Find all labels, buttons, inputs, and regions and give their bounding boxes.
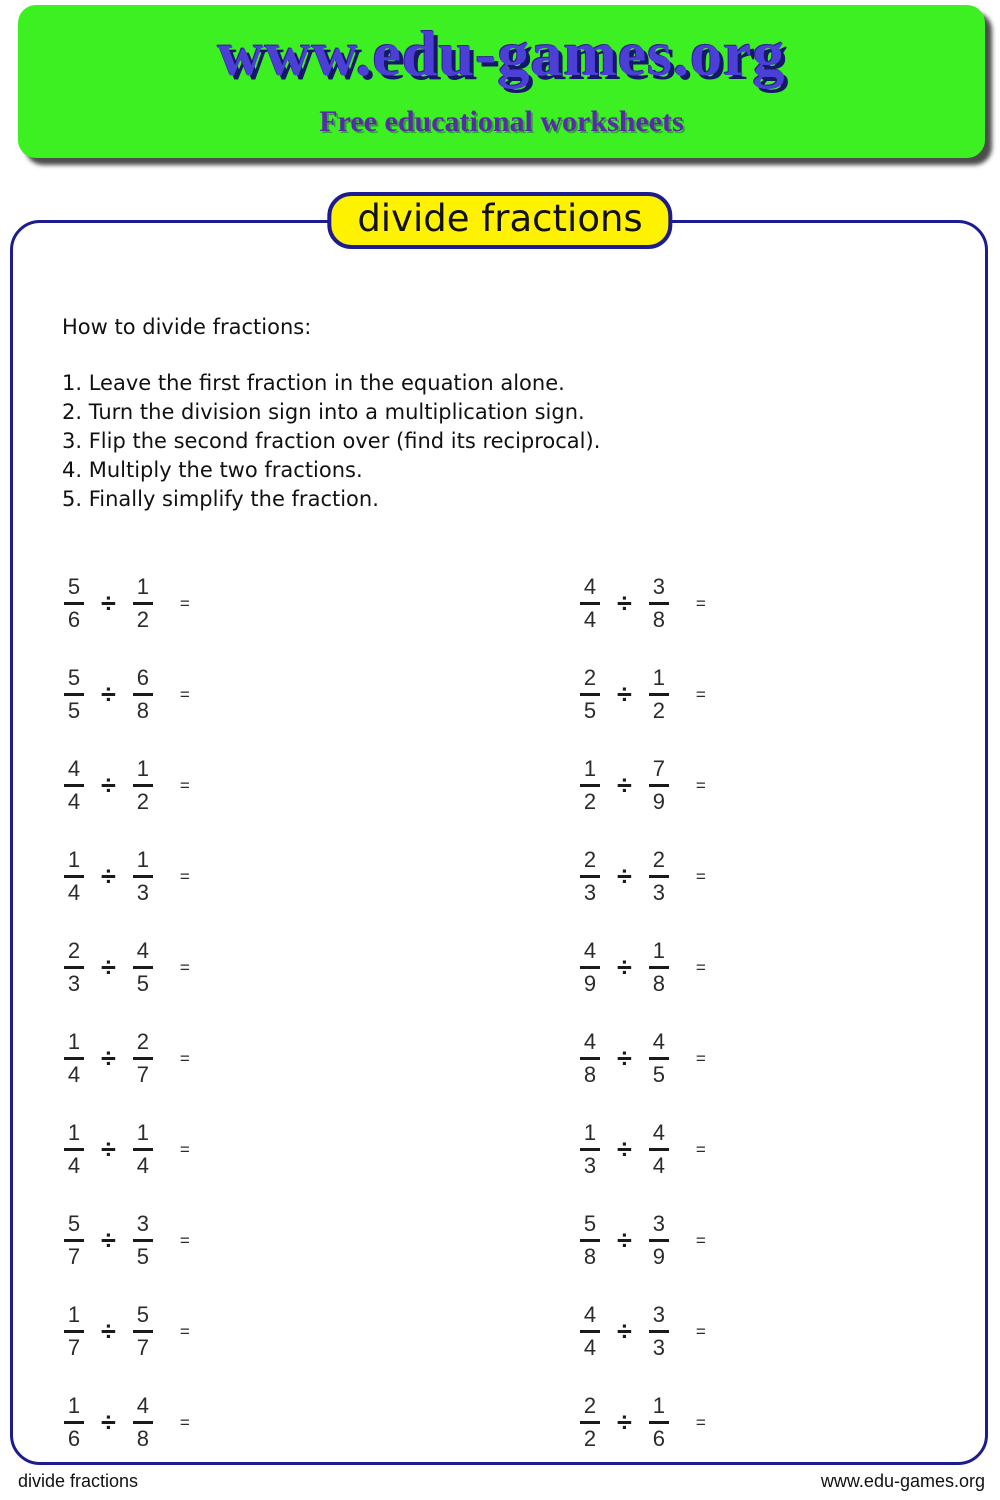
second-fraction bbox=[125, 1122, 161, 1177]
equals-sign: = bbox=[695, 593, 706, 613]
first-fraction-numerator: 5 bbox=[67, 665, 81, 690]
first-fraction-denominator: 8 bbox=[583, 1062, 597, 1087]
divide-sign: ÷ bbox=[101, 952, 116, 982]
first-fraction bbox=[572, 758, 608, 813]
fraction-division-problem bbox=[572, 1303, 706, 1360]
instruction-step-5: 5. Finally simplify the fraction. bbox=[62, 487, 379, 511]
second-fraction-denominator: 3 bbox=[652, 1335, 665, 1360]
fraction-bar bbox=[64, 693, 84, 696]
second-fraction-denominator: 8 bbox=[136, 698, 149, 723]
fraction-division-problem bbox=[572, 666, 706, 723]
first-fraction bbox=[572, 576, 608, 631]
first-fraction-denominator: 7 bbox=[67, 1244, 81, 1269]
instruction-step-1: 1. Leave the first fraction in the equation alone. bbox=[62, 371, 565, 395]
divide-sign: ÷ bbox=[101, 861, 116, 891]
first-fraction-numerator: 2 bbox=[583, 1393, 597, 1418]
equals-sign: = bbox=[179, 1139, 190, 1159]
second-fraction-denominator: 3 bbox=[136, 880, 149, 905]
first-fraction bbox=[56, 1395, 92, 1450]
fraction-bar bbox=[64, 1421, 84, 1424]
second-fraction-numerator: 1 bbox=[136, 756, 149, 781]
first-fraction-denominator: 4 bbox=[583, 607, 597, 632]
second-fraction-numerator: 4 bbox=[136, 938, 149, 963]
fraction-division-problem bbox=[572, 939, 706, 996]
first-fraction-denominator: 6 bbox=[67, 1426, 81, 1451]
second-fraction-numerator: 1 bbox=[136, 574, 149, 599]
divide-sign: ÷ bbox=[617, 1225, 632, 1255]
second-fraction-denominator: 8 bbox=[652, 971, 665, 996]
first-fraction-numerator: 2 bbox=[583, 847, 597, 872]
first-fraction-denominator: 4 bbox=[67, 880, 81, 905]
instructions-heading: How to divide fractions: bbox=[62, 315, 312, 339]
equals-sign: = bbox=[695, 866, 706, 886]
fraction-bar bbox=[649, 602, 669, 605]
second-fraction-denominator: 2 bbox=[136, 607, 149, 632]
first-fraction-denominator: 5 bbox=[67, 698, 81, 723]
equals-sign: = bbox=[695, 1321, 706, 1341]
fraction-bar bbox=[580, 1421, 600, 1424]
divide-sign: ÷ bbox=[101, 1043, 116, 1073]
fraction-bar bbox=[133, 1148, 153, 1151]
divide-sign: ÷ bbox=[101, 1225, 116, 1255]
first-fraction-denominator: 4 bbox=[67, 789, 81, 814]
second-fraction-numerator: 2 bbox=[136, 1029, 149, 1054]
site-subtitle: Free educational worksheets bbox=[319, 105, 684, 138]
fraction-bar bbox=[649, 693, 669, 696]
second-fraction-denominator: 7 bbox=[136, 1335, 149, 1360]
fraction-bar bbox=[649, 1057, 669, 1060]
second-fraction-denominator: 3 bbox=[652, 880, 665, 905]
first-fraction-denominator: 3 bbox=[583, 1153, 597, 1178]
equals-sign: = bbox=[179, 866, 190, 886]
second-fraction bbox=[125, 1304, 161, 1359]
first-fraction-numerator: 5 bbox=[583, 1211, 597, 1236]
second-fraction-numerator: 1 bbox=[136, 847, 149, 872]
fraction-bar bbox=[133, 1330, 153, 1333]
first-fraction bbox=[56, 1213, 92, 1268]
fraction-bar bbox=[580, 1057, 600, 1060]
second-fraction-denominator: 9 bbox=[652, 1244, 665, 1269]
second-fraction-denominator: 5 bbox=[652, 1062, 665, 1087]
fraction-bar bbox=[649, 1148, 669, 1151]
fraction-bar bbox=[64, 875, 84, 878]
first-fraction bbox=[572, 849, 608, 904]
first-fraction bbox=[572, 1213, 608, 1268]
first-fraction-denominator: 2 bbox=[583, 789, 597, 814]
fraction-bar bbox=[580, 875, 600, 878]
first-fraction-numerator: 4 bbox=[583, 938, 597, 963]
first-fraction bbox=[572, 1122, 608, 1177]
divide-sign: ÷ bbox=[101, 1134, 116, 1164]
fraction-bar bbox=[64, 1148, 84, 1151]
second-fraction bbox=[125, 1213, 161, 1268]
second-fraction-denominator: 9 bbox=[652, 789, 665, 814]
second-fraction-denominator: 5 bbox=[136, 971, 149, 996]
second-fraction-denominator: 4 bbox=[136, 1153, 149, 1178]
second-fraction bbox=[125, 1031, 161, 1086]
divide-sign: ÷ bbox=[617, 952, 632, 982]
equals-sign: = bbox=[695, 1139, 706, 1159]
first-fraction-numerator: 4 bbox=[583, 1029, 597, 1054]
fraction-division-problem bbox=[56, 848, 190, 905]
divide-sign: ÷ bbox=[101, 770, 116, 800]
second-fraction-denominator: 4 bbox=[652, 1153, 665, 1178]
first-fraction-denominator: 6 bbox=[67, 607, 81, 632]
first-fraction-denominator: 7 bbox=[67, 1335, 81, 1360]
second-fraction-numerator: 4 bbox=[136, 1393, 149, 1418]
equals-sign: = bbox=[179, 775, 190, 795]
fraction-bar bbox=[133, 966, 153, 969]
second-fraction-numerator: 1 bbox=[652, 665, 665, 690]
second-fraction bbox=[641, 576, 677, 631]
second-fraction bbox=[641, 667, 677, 722]
divide-sign: ÷ bbox=[617, 679, 632, 709]
first-fraction-numerator: 5 bbox=[67, 1211, 81, 1236]
fraction-bar bbox=[649, 1421, 669, 1424]
fraction-bar bbox=[133, 1057, 153, 1060]
fraction-bar bbox=[580, 784, 600, 787]
fraction-division-problem bbox=[572, 1394, 706, 1451]
second-fraction-numerator: 4 bbox=[652, 1120, 665, 1145]
second-fraction bbox=[641, 940, 677, 995]
second-fraction-numerator: 3 bbox=[652, 1302, 665, 1327]
first-fraction bbox=[56, 667, 92, 722]
fraction-bar bbox=[649, 875, 669, 878]
second-fraction-denominator: 5 bbox=[136, 1244, 149, 1269]
first-fraction-numerator: 1 bbox=[67, 1393, 81, 1418]
first-fraction-numerator: 4 bbox=[583, 574, 597, 599]
equals-sign: = bbox=[179, 1048, 190, 1068]
equals-sign: = bbox=[179, 593, 190, 613]
first-fraction-denominator: 4 bbox=[67, 1062, 81, 1087]
first-fraction bbox=[572, 1304, 608, 1359]
first-fraction-denominator: 2 bbox=[583, 1426, 597, 1451]
second-fraction-numerator: 1 bbox=[136, 1120, 149, 1145]
fraction-bar bbox=[133, 602, 153, 605]
problems-column-left bbox=[56, 575, 190, 1485]
first-fraction bbox=[56, 849, 92, 904]
equals-sign: = bbox=[179, 957, 190, 977]
second-fraction-denominator: 7 bbox=[136, 1062, 149, 1087]
fraction-bar bbox=[64, 784, 84, 787]
fraction-bar bbox=[133, 875, 153, 878]
fraction-division-problem bbox=[56, 1303, 190, 1360]
instruction-step-3: 3. Flip the second fraction over (find its reciprocal). bbox=[62, 429, 601, 453]
second-fraction bbox=[125, 1395, 161, 1450]
second-fraction bbox=[125, 667, 161, 722]
footer-site-url: www.edu-games.org bbox=[820, 1471, 985, 1491]
second-fraction bbox=[125, 940, 161, 995]
divide-sign: ÷ bbox=[101, 1407, 116, 1437]
first-fraction bbox=[572, 1395, 608, 1450]
fraction-bar bbox=[580, 1148, 600, 1151]
equals-sign: = bbox=[695, 775, 706, 795]
fraction-division-problem bbox=[56, 1121, 190, 1178]
second-fraction-numerator: 3 bbox=[652, 574, 665, 599]
first-fraction-numerator: 1 bbox=[67, 1302, 81, 1327]
first-fraction-denominator: 5 bbox=[583, 698, 597, 723]
first-fraction-numerator: 1 bbox=[67, 1029, 81, 1054]
fraction-bar bbox=[649, 966, 669, 969]
fraction-bar bbox=[64, 602, 84, 605]
fraction-bar bbox=[133, 693, 153, 696]
second-fraction bbox=[125, 758, 161, 813]
fraction-bar bbox=[133, 784, 153, 787]
fraction-division-problem bbox=[572, 1030, 706, 1087]
fraction-division-problem bbox=[56, 757, 190, 814]
worksheet-title: divide fractions bbox=[327, 192, 672, 249]
divide-sign: ÷ bbox=[617, 861, 632, 891]
first-fraction-numerator: 4 bbox=[67, 756, 81, 781]
divide-sign: ÷ bbox=[617, 1134, 632, 1164]
first-fraction bbox=[56, 1122, 92, 1177]
fraction-bar bbox=[580, 1330, 600, 1333]
problems-column-right bbox=[572, 575, 706, 1485]
site-title: www.edu-games.org bbox=[217, 18, 786, 89]
fraction-bar bbox=[133, 1421, 153, 1424]
second-fraction-numerator: 4 bbox=[652, 1029, 665, 1054]
fraction-bar bbox=[649, 1330, 669, 1333]
first-fraction-denominator: 4 bbox=[583, 1335, 597, 1360]
first-fraction bbox=[56, 576, 92, 631]
divide-sign: ÷ bbox=[617, 1316, 632, 1346]
divide-sign: ÷ bbox=[101, 1316, 116, 1346]
first-fraction-numerator: 5 bbox=[67, 574, 81, 599]
fraction-bar bbox=[580, 1239, 600, 1242]
footer-worksheet-name: divide fractions bbox=[18, 1471, 139, 1491]
second-fraction bbox=[641, 1213, 677, 1268]
site-banner bbox=[18, 5, 985, 158]
first-fraction bbox=[572, 940, 608, 995]
first-fraction bbox=[572, 667, 608, 722]
fraction-division-problem bbox=[56, 1212, 190, 1269]
fraction-bar bbox=[64, 1239, 84, 1242]
first-fraction bbox=[572, 1031, 608, 1086]
first-fraction-numerator: 2 bbox=[67, 938, 81, 963]
first-fraction-denominator: 9 bbox=[583, 971, 597, 996]
second-fraction bbox=[641, 1304, 677, 1359]
fraction-division-problem bbox=[56, 1394, 190, 1451]
first-fraction-numerator: 2 bbox=[583, 665, 597, 690]
first-fraction-numerator: 1 bbox=[583, 756, 597, 781]
second-fraction bbox=[641, 1031, 677, 1086]
fraction-bar bbox=[133, 1239, 153, 1242]
first-fraction bbox=[56, 1031, 92, 1086]
divide-sign: ÷ bbox=[617, 588, 632, 618]
fraction-bar bbox=[580, 966, 600, 969]
fraction-bar bbox=[580, 693, 600, 696]
equals-sign: = bbox=[695, 1412, 706, 1432]
equals-sign: = bbox=[179, 1412, 190, 1432]
equals-sign: = bbox=[695, 1230, 706, 1250]
first-fraction-denominator: 8 bbox=[583, 1244, 597, 1269]
equals-sign: = bbox=[695, 1048, 706, 1068]
divide-sign: ÷ bbox=[617, 770, 632, 800]
instruction-step-2: 2. Turn the division sign into a multiplication sign. bbox=[62, 400, 585, 424]
fraction-division-problem bbox=[56, 1030, 190, 1087]
fraction-division-problem bbox=[572, 848, 706, 905]
equals-sign: = bbox=[179, 1230, 190, 1250]
second-fraction-numerator: 1 bbox=[652, 938, 665, 963]
equals-sign: = bbox=[179, 684, 190, 704]
second-fraction-numerator: 2 bbox=[652, 847, 665, 872]
instructions bbox=[62, 313, 762, 514]
fraction-division-problem bbox=[572, 1121, 706, 1178]
first-fraction-numerator: 1 bbox=[67, 847, 81, 872]
equals-sign: = bbox=[695, 957, 706, 977]
second-fraction bbox=[641, 1122, 677, 1177]
fraction-division-problem bbox=[572, 757, 706, 814]
first-fraction-denominator: 4 bbox=[67, 1153, 81, 1178]
second-fraction-numerator: 3 bbox=[652, 1211, 665, 1236]
second-fraction-numerator: 3 bbox=[136, 1211, 149, 1236]
second-fraction-denominator: 2 bbox=[136, 789, 149, 814]
second-fraction-numerator: 5 bbox=[136, 1302, 149, 1327]
fraction-bar bbox=[649, 1239, 669, 1242]
fraction-division-problem bbox=[56, 575, 190, 632]
first-fraction bbox=[56, 940, 92, 995]
fraction-bar bbox=[64, 966, 84, 969]
fraction-division-problem bbox=[56, 666, 190, 723]
first-fraction-numerator: 1 bbox=[67, 1120, 81, 1145]
second-fraction bbox=[125, 576, 161, 631]
fraction-division-problem bbox=[572, 575, 706, 632]
second-fraction-numerator: 1 bbox=[652, 1393, 665, 1418]
first-fraction-denominator: 3 bbox=[67, 971, 81, 996]
divide-sign: ÷ bbox=[617, 1407, 632, 1437]
divide-sign: ÷ bbox=[101, 679, 116, 709]
divide-sign: ÷ bbox=[101, 588, 116, 618]
second-fraction-denominator: 2 bbox=[652, 698, 665, 723]
fraction-division-problem bbox=[572, 1212, 706, 1269]
second-fraction bbox=[641, 758, 677, 813]
second-fraction bbox=[641, 849, 677, 904]
second-fraction-denominator: 8 bbox=[652, 607, 665, 632]
second-fraction-denominator: 6 bbox=[652, 1426, 665, 1451]
second-fraction-numerator: 7 bbox=[652, 756, 665, 781]
fraction-bar bbox=[580, 602, 600, 605]
first-fraction-denominator: 3 bbox=[583, 880, 597, 905]
divide-sign: ÷ bbox=[617, 1043, 632, 1073]
first-fraction bbox=[56, 1304, 92, 1359]
first-fraction bbox=[56, 758, 92, 813]
second-fraction bbox=[641, 1395, 677, 1450]
instruction-step-4: 4. Multiply the two fractions. bbox=[62, 458, 363, 482]
first-fraction-numerator: 4 bbox=[583, 1302, 597, 1327]
second-fraction bbox=[125, 849, 161, 904]
first-fraction-numerator: 1 bbox=[583, 1120, 597, 1145]
equals-sign: = bbox=[695, 684, 706, 704]
second-fraction-denominator: 8 bbox=[136, 1426, 149, 1451]
fraction-bar bbox=[64, 1057, 84, 1060]
second-fraction-numerator: 6 bbox=[136, 665, 149, 690]
fraction-bar bbox=[64, 1330, 84, 1333]
equals-sign: = bbox=[179, 1321, 190, 1341]
fraction-bar bbox=[649, 784, 669, 787]
fraction-division-problem bbox=[56, 939, 190, 996]
